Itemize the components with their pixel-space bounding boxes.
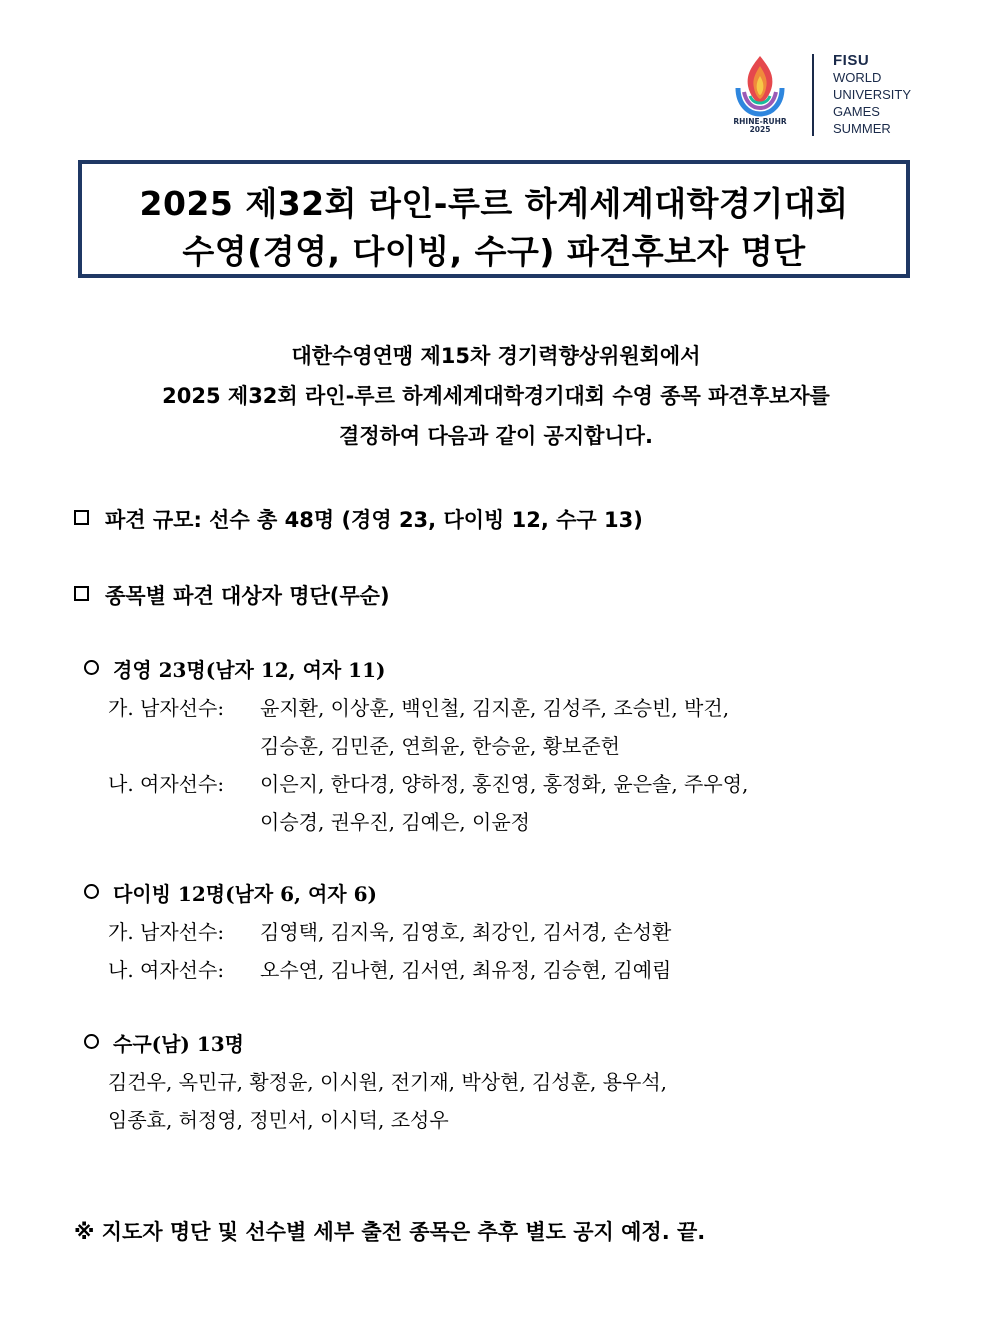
title-line-1: 2025 제32회 라인-루르 하계세계대학경기대회 <box>139 184 849 223</box>
square-bullet-icon <box>74 586 89 601</box>
fisu-line-world: WORLD <box>833 70 882 85</box>
diving-men-line-1: 김영택, 김지욱, 김영호, 최강인, 김서경, 손성환 <box>260 920 672 944</box>
waterpolo-heading <box>84 1028 244 1057</box>
footer-note: ※ 지도자 명단 및 선수별 세부 출전 종목은 추후 별도 공지 예정. 끝. <box>74 1220 706 1244</box>
rhine-ruhr-label: RHINE-RUHR <box>733 117 787 126</box>
fisu-line-summer: SUMMER <box>833 121 891 136</box>
event-logo <box>728 52 928 142</box>
list-heading <box>74 580 390 610</box>
diving-heading-text: 다이빙 12명(남자 6, 여자 6) <box>113 882 377 906</box>
fisu-label: FISU <box>833 52 870 69</box>
square-bullet-icon <box>74 510 89 525</box>
swimming-women-label: 나. 여자선수: <box>108 772 225 796</box>
fisu-line-university: UNIVERSITY <box>833 87 912 102</box>
swimming-heading <box>84 654 385 683</box>
flame-logo-icon <box>728 52 792 122</box>
intro-line-3: 결정하여 다음과 같이 공지합니다. <box>339 424 653 448</box>
swimming-heading-text: 경영 23명(남자 12, 여자 11) <box>113 658 386 682</box>
scale-heading-text: 파견 규모: 선수 총 48명 (경영 23, 다이빙 12, 수구 13) <box>105 508 643 532</box>
title-line-2: 수영(경영, 다이빙, 수구) 파견후보자 명단 <box>182 232 806 271</box>
swimming-women-line-2: 이승경, 권우진, 김예은, 이윤정 <box>260 810 530 834</box>
circle-bullet-icon <box>84 660 99 675</box>
waterpolo-line-2: 임종효, 허정영, 정민서, 이시덕, 조성우 <box>108 1108 449 1132</box>
list-heading-text: 종목별 파견 대상자 명단(무순) <box>105 584 390 608</box>
scale-heading <box>74 504 643 534</box>
title-box <box>78 160 910 278</box>
waterpolo-line-1: 김건우, 옥민규, 황정윤, 이시원, 전기재, 박상현, 김성훈, 용우석, <box>108 1070 668 1094</box>
fisu-line-games: GAMES <box>833 104 880 119</box>
swimming-women-line-1: 이은지, 한다경, 양하정, 홍진영, 홍정화, 윤은솔, 주우영, <box>260 772 749 796</box>
diving-men-label: 가. 남자선수: <box>108 920 225 944</box>
fisu-wordmark <box>833 52 911 137</box>
diving-women-line-1: 오수연, 김나현, 김서연, 최유정, 김승현, 김예림 <box>260 958 672 982</box>
swimming-men-line-2: 김승훈, 김민준, 연희윤, 한승윤, 황보준헌 <box>260 734 620 758</box>
intro-line-2: 2025 제32회 라인-루르 하계세계대학경기대회 수영 종목 파견후보자를 <box>162 384 830 408</box>
circle-bullet-icon <box>84 1034 99 1049</box>
swimming-men-label: 가. 남자선수: <box>108 696 225 720</box>
swimming-men-line-1: 윤지환, 이상훈, 백인철, 김지훈, 김성주, 조승빈, 박건, <box>260 696 730 720</box>
circle-bullet-icon <box>84 884 99 899</box>
logo-divider <box>812 54 814 136</box>
diving-women-label: 나. 여자선수: <box>108 958 225 982</box>
intro-line-1: 대한수영연맹 제15차 경기력향상위원회에서 <box>291 344 701 368</box>
diving-heading <box>84 878 377 907</box>
waterpolo-heading-text: 수구(남) 13명 <box>113 1032 245 1056</box>
rhine-ruhr-year: 2025 <box>749 125 771 134</box>
rhine-ruhr-wordmark <box>722 118 798 134</box>
